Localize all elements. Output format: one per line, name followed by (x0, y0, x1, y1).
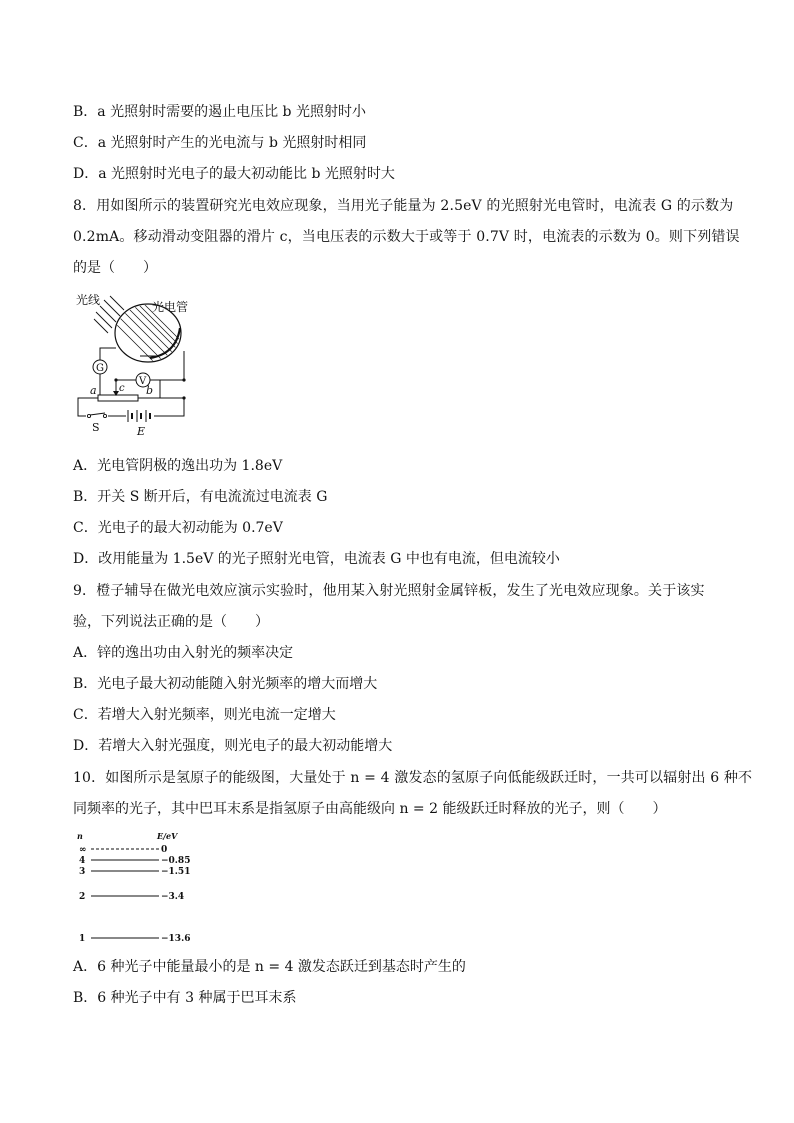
q9-stem-line1: 9．橙子辅导在做光电效应演示实验时，他用某入射光照射金属锌板，发生了光电效应现象。关于该实 (73, 583, 705, 599)
energy-level-diagram (75, 828, 195, 946)
q8-stem-line3: 的是（ ） (73, 260, 157, 276)
q8-stem-line1: 8．用如图所示的装置研究光电效应现象，当用光子能量为 2.5eV 的光照射光电管时，电流表 G 的示数为 (73, 198, 734, 214)
label-c: c (119, 383, 125, 394)
q8-option-a: A．光电管阴极的逸出功为 1.8eV (73, 458, 283, 474)
switch-label: S (92, 421, 100, 434)
q10-option-a: A．6 种光子中能量最小的是 n = 4 激发态跃迁到基态时产生的 (73, 959, 466, 975)
level-energy-label: −1.51 (161, 867, 191, 877)
level-energy-label: −0.85 (161, 856, 191, 866)
q10-stem-line1: 10．如图所示是氢原子的能级图，大量处于 n = 4 激发态的氢原子向低能级跃迁时，一共可以辐射出 6 种不 (73, 770, 753, 786)
level-n-label: 1 (79, 934, 86, 944)
label-b: b (146, 384, 154, 397)
q8-stem-line2: 0.2mA。移动滑动变阻器的滑片 c，当电压表的示数大于或等于 0.7V 时，电流表的示数为 0。则下列错误 (73, 229, 740, 245)
label-a: a (90, 384, 97, 397)
phototube-label: 光电管 (152, 300, 189, 314)
light-label: 光线 (76, 293, 101, 307)
level-n-label: 2 (79, 892, 86, 902)
photoelectric-circuit-figure (70, 288, 205, 438)
level-n-label: 4 (79, 856, 86, 866)
level-n-label: 3 (79, 867, 86, 877)
galvanometer-label: G (96, 363, 104, 374)
level-energy-label: −3.4 (161, 892, 185, 902)
q10-stem-line2: 同频率的光子，其中巴耳末系是指氢原子由高能级向 n = 2 能级跃迁时释放的光子，则（ ） (73, 801, 667, 817)
q9-option-a: A．锌的逸出功由入射光的频率决定 (73, 645, 294, 661)
voltmeter-label: V (139, 376, 147, 387)
energy-levels (79, 845, 190, 944)
level-n-label: ∞ (79, 845, 87, 855)
q7-option-d: D．a 光照射时光电子的最大初动能比 b 光照射时大 (73, 166, 395, 182)
level-energy-label: −13.6 (161, 934, 191, 944)
q9-option-d: D．若增大入射光强度，则光电子的最大初动能增大 (73, 738, 393, 754)
q8-option-b: B．开关 S 断开后，有电流流过电流表 G (73, 489, 328, 505)
q10-option-b: B．6 种光子中有 3 种属于巴耳末系 (73, 990, 297, 1006)
q8-option-c: C．光电子的最大初动能为 0.7eV (73, 520, 283, 536)
rheostat (98, 395, 138, 401)
q8-option-d: D．改用能量为 1.5eV 的光子照射光电管，电流表 G 中也有电流，但电流较小 (73, 551, 560, 567)
q9-option-b: B．光电子最大初动能随入射光频率的增大而增大 (73, 676, 378, 692)
q9-stem-line2: 验，下列说法正确的是（ ） (73, 614, 269, 630)
q7-option-c: C．a 光照射时产生的光电流与 b 光照射时相同 (73, 135, 367, 151)
cathode-plate (150, 328, 180, 358)
q9-option-c: C．若增大入射光频率，则光电流一定增大 (73, 707, 336, 723)
energy-axis-label: E/eV (157, 831, 178, 841)
n-axis-label: n (77, 831, 83, 841)
q7-option-b: B．a 光照射时需要的遏止电压比 b 光照射时小 (73, 104, 366, 120)
level-energy-label: 0 (161, 845, 168, 855)
battery-label: E (137, 425, 146, 438)
